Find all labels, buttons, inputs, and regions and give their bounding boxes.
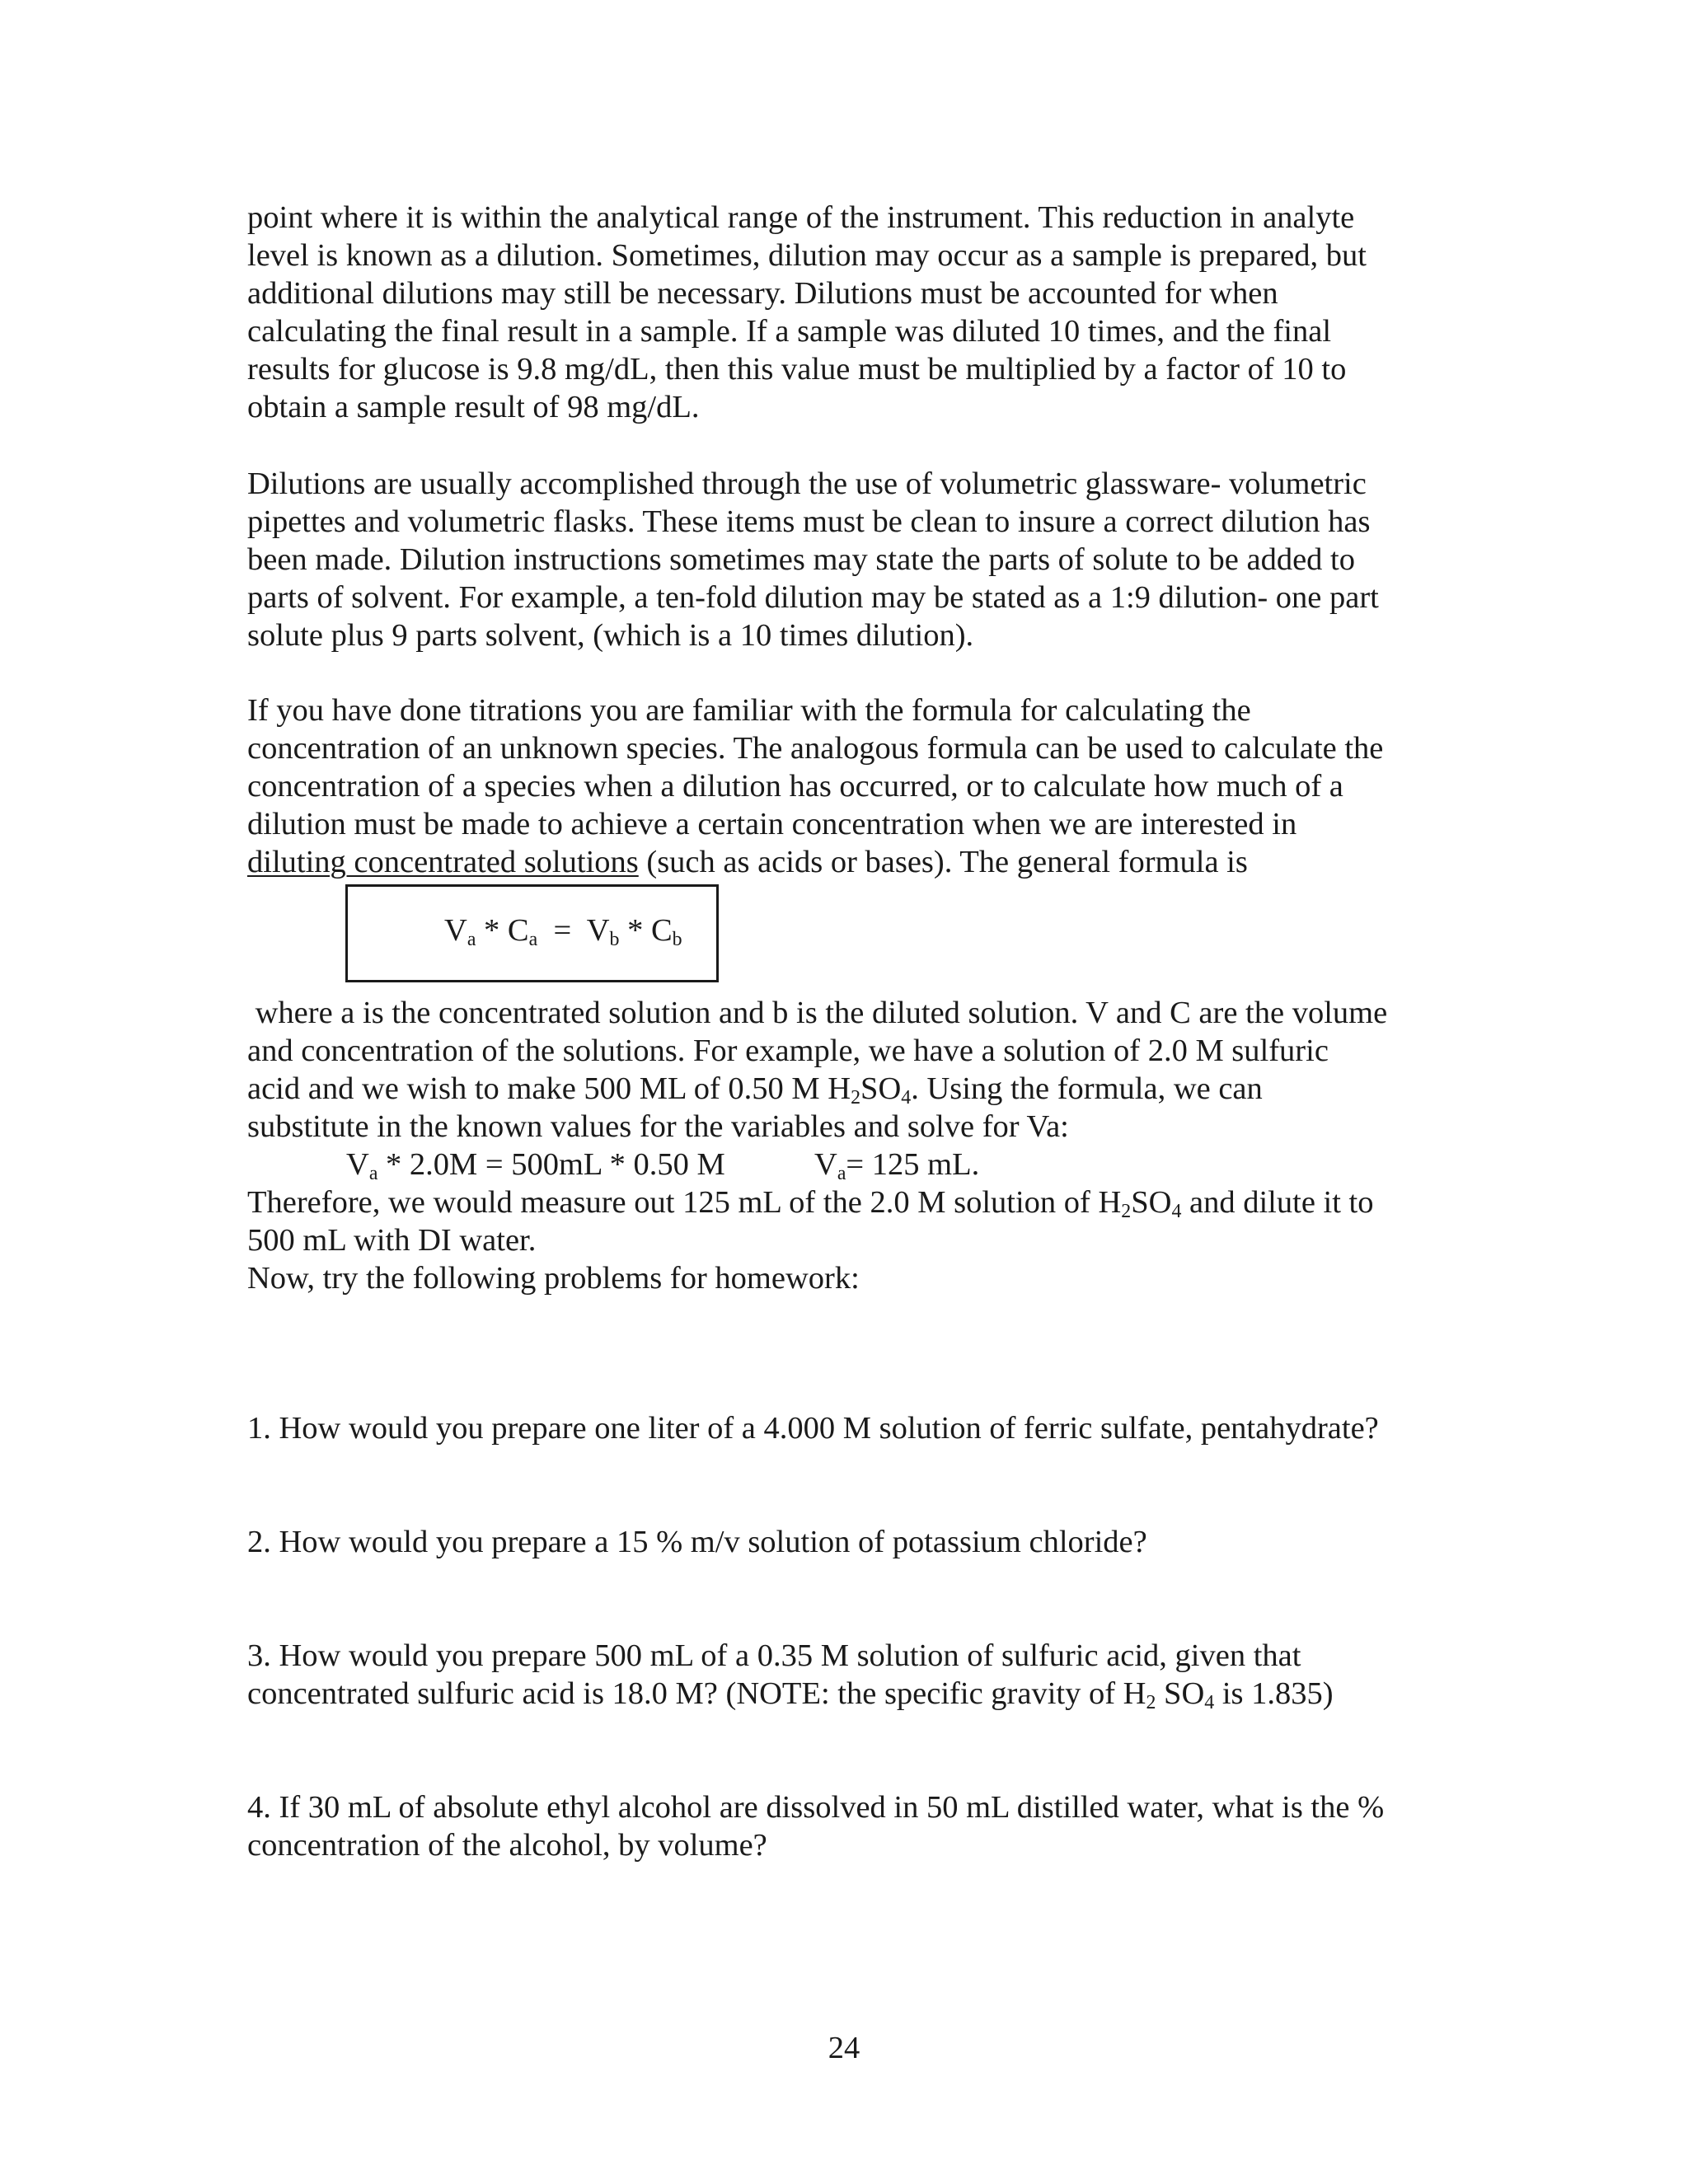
paragraph-1-line: point where it is within the analytical range of the instrument. This reduction in analyte: [247, 200, 1355, 235]
equation-v: V: [346, 1147, 369, 1182]
text-segment: acid and we wish to make 500 ML of 0.50 M H: [247, 1071, 851, 1106]
therefore-line: [247, 1183, 1374, 1221]
paragraph-3-line: dilution must be made to achieve a certain concentration when we are interested in: [247, 807, 1297, 841]
formula-times-c: * C: [476, 913, 529, 948]
page-number: 24: [828, 2031, 860, 2065]
formula-times-c: * C: [619, 913, 673, 948]
paragraph-2-line: pipettes and volumetric flasks. These items must be clean to insure a correct dilution has: [247, 504, 1371, 539]
question-2: 2. How would you prepare a 15 % m/v solution of potassium chloride?: [247, 1525, 1147, 1559]
underlined-phrase: diluting concentrated solutions: [247, 845, 639, 879]
text-segment: Therefore, we would measure out 125 mL of the 2.0 M solution of H: [247, 1185, 1122, 1220]
question-1: 1. How would you prepare one liter of a 4.000 M solution of ferric sulfate, pentahydrate?: [247, 1411, 1379, 1446]
subscript: a: [837, 1162, 846, 1184]
example-equation: [346, 1146, 725, 1183]
paragraph-2-line: Dilutions are usually accomplished through the use of volumetric glassware- volumetric: [247, 466, 1367, 501]
paragraph-1-line: level is known as a dilution. Sometimes, dilution may occur as a sample is prepared, but: [247, 238, 1367, 273]
formula-equals-v: = V: [537, 913, 610, 948]
subscript: a: [368, 1162, 378, 1184]
text-segment: . Using the formula, we can: [911, 1071, 1263, 1106]
paragraph-4-line: [247, 1070, 1387, 1108]
paragraph-3-line: concentration of a species when a dilution has occurred, or to calculate how much of a: [247, 769, 1343, 804]
subscript: 4: [1204, 1691, 1215, 1713]
therefore-paragraph: [247, 1183, 1374, 1297]
paragraph-3-last-rest: (such as acids or bases). The general formula is: [638, 845, 1248, 879]
question-4-line: 4. If 30 mL of absolute ethyl alcohol are dissolved in 50 mL distilled water, what is the %: [247, 1790, 1385, 1825]
formula-v: V: [444, 913, 467, 948]
subscript: 2: [1146, 1691, 1156, 1713]
paragraph-3-line: If you have done titrations you are familiar with the formula for calculating the: [247, 693, 1251, 728]
subscript: 4: [1171, 1200, 1182, 1222]
formula-sub-a: a: [467, 928, 476, 950]
paragraph-2-line: solute plus 9 parts solvent, (which is a 10 times dilution).: [247, 618, 974, 653]
paragraph-4-line: and concentration of the solutions. For example, we have a solution of 2.0 M sulfuric: [247, 1033, 1329, 1068]
paragraph-1-line: additional dilutions may still be necessary. Dilutions must be accounted for when: [247, 276, 1278, 311]
subscript: 2: [851, 1086, 861, 1108]
example-result: [814, 1146, 979, 1183]
paragraph-3: [247, 691, 1383, 881]
text-segment: is 1.835): [1214, 1676, 1334, 1711]
paragraph-2-line: been made. Dilution instructions sometimes may state the parts of solute to be added to: [247, 542, 1356, 577]
homework-intro: Now, try the following problems for homework:: [247, 1261, 860, 1296]
paragraph-1-line: obtain a sample result of 98 mg/dL.: [247, 390, 700, 424]
paragraph-4-line: where a is the concentrated solution and b is the diluted solution. V and C are the volume: [247, 996, 1388, 1030]
paragraph-4-line: substitute in the known values for the variables and solve for Va:: [247, 1109, 1069, 1144]
question-3-line: 3. How would you prepare 500 mL of a 0.35 M solution of sulfuric acid, given that: [247, 1638, 1301, 1673]
equation-v: V: [814, 1147, 837, 1182]
formula-sub-b: b: [609, 928, 620, 950]
text-segment: and dilute it to: [1181, 1185, 1374, 1220]
subscript: 4: [901, 1086, 912, 1108]
question-4-line: concentration of the alcohol, by volume?: [247, 1828, 767, 1863]
equation-left: * 2.0M = 500mL * 0.50 M: [377, 1147, 725, 1182]
question-4: [247, 1788, 1384, 1864]
subscript: 2: [1121, 1200, 1132, 1222]
paragraph-1: [247, 199, 1367, 426]
paragraph-3-last-line: [247, 843, 1383, 881]
paragraph-2-line: parts of solvent. For example, a ten-fold dilution may be stated as a 1:9 dilution- one part: [247, 580, 1379, 615]
equation-result: = 125 mL.: [846, 1147, 980, 1182]
paragraph-4: [247, 994, 1387, 1146]
paragraph-1-line: results for glucose is 9.8 mg/dL, then this value must be multiplied by a factor of 10 to: [247, 352, 1347, 387]
paragraph-2: [247, 465, 1379, 654]
text-segment: SO: [1156, 1676, 1205, 1711]
formula-sub-a: a: [528, 928, 538, 950]
paragraph-1-line: calculating the final result in a sample. If a sample was diluted 10 times, and the final: [247, 314, 1332, 349]
text-segment: SO: [860, 1071, 902, 1106]
therefore-line-2: 500 mL with DI water.: [247, 1223, 537, 1258]
question-3-line: [247, 1675, 1334, 1713]
question-3: [247, 1637, 1334, 1713]
formula-sub-b: b: [672, 928, 682, 950]
dilution-formula: [444, 912, 682, 949]
paragraph-3-line: concentration of an unknown species. The analogous formula can be used to calculate the: [247, 731, 1384, 766]
text-segment: concentrated sulfuric acid is 18.0 M? (NOTE: the specific gravity of H: [247, 1676, 1146, 1711]
text-segment: SO: [1131, 1185, 1172, 1220]
